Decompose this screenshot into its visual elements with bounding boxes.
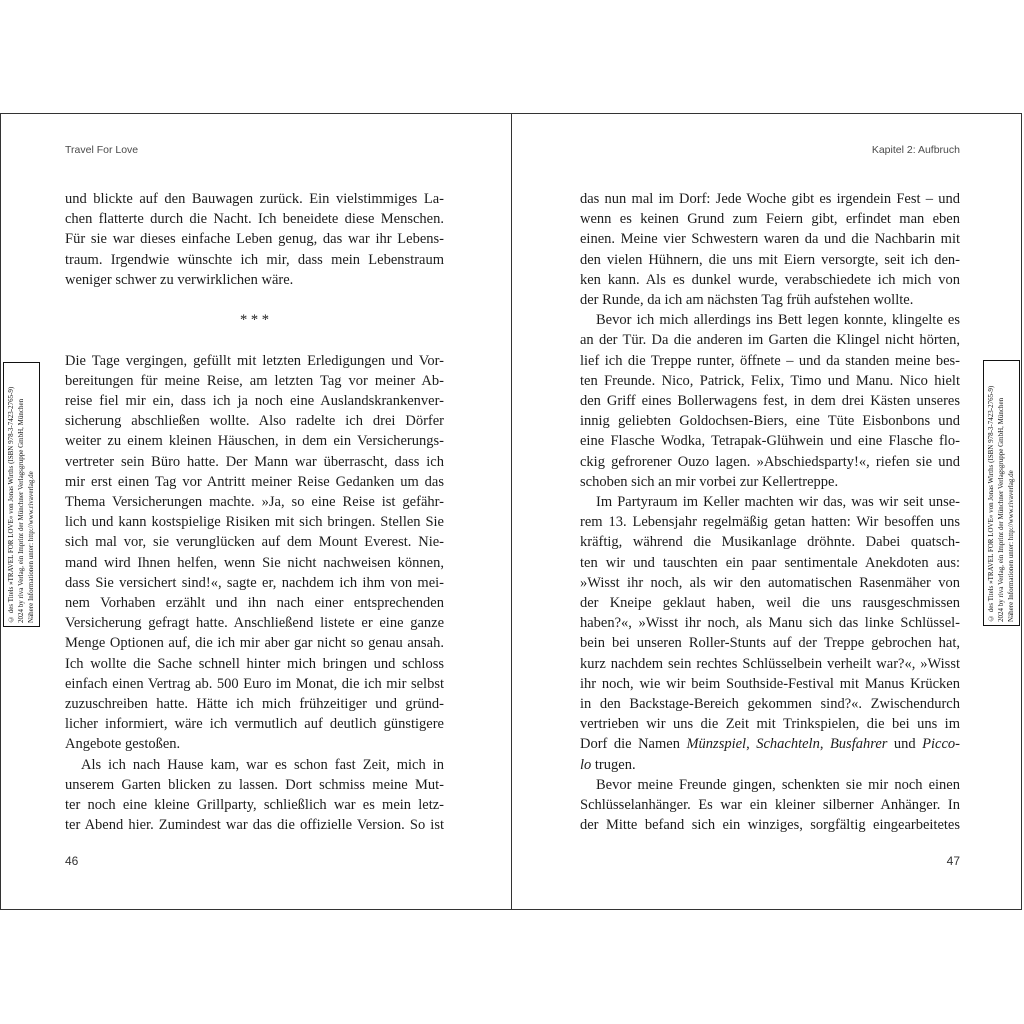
page-gutter-line <box>511 113 512 910</box>
text-line: ter noch eine kleine Grillparty, schließlich war es mein letz- <box>65 797 444 814</box>
text-line: der Mitte befand sich ein winziges, sorgfältig eingearbeitetes <box>580 817 960 834</box>
text-line: das nun mal im Dorf: Jede Woche gibt es irgendein Fest – und <box>580 191 960 207</box>
text-line: mir erst einen Tag vor Antritt meiner Reise Gedanken um das <box>65 473 444 490</box>
text-line: Menge Optionen auf, die ich mir aber gar nicht so genau ansah. <box>65 635 444 652</box>
text-segment: Dorf die Namen <box>580 736 687 753</box>
text-line: bereitungen für meine Reise, am letzten Tag vor meiner Ab- <box>65 372 444 389</box>
text-line: »Wisst ihr noch, als wir den automatischen Rasenmäher von <box>580 574 960 591</box>
copyright-watermark <box>3 362 40 627</box>
paragraph <box>580 189 960 310</box>
body-text <box>65 189 444 835</box>
text-line: einen. Meine vier Schwestern waren da und die Nachbarin mit <box>580 231 960 248</box>
text-line: rem 13. Lebensjahr regelmäßig getan hatten: Wir besoffen uns <box>580 514 960 531</box>
watermark-line: Nähere Informationen unter: http://www.rivaverlag.de <box>27 471 35 623</box>
text-line: weiter zu einem kleinen Häuschen, in dem ein Versicherungs- <box>65 433 444 450</box>
text-line: mand wird Ihnen helfen, wenn Sie nicht nachweisen können, <box>65 554 444 571</box>
text-segment: und <box>887 736 923 753</box>
text-line: Für sie war dieses einfache Leben genug, das war ihr Lebens- <box>65 231 444 248</box>
text-line: Bevor ich mich allerdings ins Bett legen konnte, klingelte es <box>596 312 960 329</box>
watermark-line: 2024 by riva Verlag, ein Imprint der Münchner Verlagsgruppe GmbH, München <box>17 398 25 623</box>
text-segment: , <box>819 736 830 753</box>
game-name: lo <box>580 756 592 773</box>
text-line: licher informiert, wäre ich vermutlich auf deutlich günstigere <box>65 716 444 733</box>
running-head: Travel For Love <box>65 144 139 156</box>
paragraph <box>65 189 444 290</box>
text-line: traum. Irgendwie wünschte ich mir, dass mein Lebenstraum <box>65 251 444 268</box>
game-name: Münzspiel <box>686 736 747 753</box>
watermark-line: 2024 by riva Verlag, ein Imprint der Münchner Verlagsgruppe GmbH, München <box>997 397 1005 622</box>
text-line: der Kneipe geklaut haben, weil die uns rausgeschmissen <box>580 595 960 612</box>
paragraph <box>65 351 444 755</box>
text-line: kurz nachdem sein rechtes Schlüsselbein verheilt war?«, »Wisst <box>580 655 960 672</box>
page-number: 47 <box>946 854 960 868</box>
body-text <box>580 189 960 836</box>
copyright-watermark <box>983 360 1020 626</box>
text-line: nem Vorhaben erzählt und ihn nach einer entsprechenden <box>65 595 444 612</box>
text-line: schoben sich an mir vorbei zur Kellertreppe. <box>580 473 839 490</box>
text-line: Ich wollte die Sache schnell hinter mich bringen und schloss <box>65 655 444 672</box>
text-line: innig geliebten Goldochsen-Biers, eine Tüte Eisbonbons und <box>580 413 960 430</box>
text-line: vertrieben wir uns die Zeit mit Trinkspielen, die bei uns im <box>580 716 960 733</box>
text-line: Versicherung gefragt hatte. Anschließend listete er eine ganze <box>65 615 444 632</box>
watermark-line: Nähere Informationen unter: http://www.rivaverlag.de <box>1007 470 1015 622</box>
text-line: Im Partyraum im Keller machten wir das, was wir seit unse- <box>596 494 960 511</box>
text-line: lich und kann kostspielige Risiken mit sich bringen. Stellen Sie <box>65 514 444 531</box>
text-line: ken kann. Als es dunkel wurde, verabschiedete ich mich von <box>580 271 960 288</box>
watermark-line: © des Titels »TRAVEL FOR LOVE« von Jonas Wirths (ISBN 978-3-7423-2765-9) <box>7 386 15 623</box>
text-line: kräftig, während die Musikanlage dröhnte. Dabei quatsch- <box>580 534 960 551</box>
paragraph <box>580 492 960 775</box>
text-line: den vielen Hühnern, die uns mit Eiern versorgte, seit ich den- <box>580 251 960 268</box>
text-line: ckig gefrorener Ouzo lagen. »Abschiedsparty!«, riefen sie und <box>580 453 960 470</box>
game-name: Picco- <box>922 736 961 753</box>
text-line: Die Tage vergingen, gefüllt mit letzten Erledigungen und Vor- <box>65 352 444 369</box>
text-line: lief ich die Treppe runter, öffnete – und da standen meine bes- <box>580 352 960 369</box>
text-line: haben?«, »Wisst ihr noch, als Manu sich das linke Schlüssel- <box>580 615 960 632</box>
text-line: den Griff eines Bollerwagens fest, in dem drei Kästen unseres <box>580 393 960 410</box>
text-line: zuzuschreiben hatte. Hätte ich mich frühzeitiger und gründ- <box>65 696 444 713</box>
text-line: weniger schwer zu verwirklichen wäre. <box>65 271 294 288</box>
watermark-line: © des Titels »TRAVEL FOR LOVE« von Jonas Wirths (ISBN 978-3-7423-2765-9) <box>987 385 995 622</box>
text-segment: , <box>746 736 757 753</box>
text-line: ten Freunde. Nico, Patrick, Felix, Timo und Manu. Nico hielt <box>580 372 960 389</box>
text-line: eine Flasche Wodka, Tetrapak-Glühwein und eine Flasche flo- <box>580 433 960 450</box>
text-line: sich mal vor, sie verunglücken auf dem Mount Everest. Nie- <box>65 534 444 551</box>
text-line: vertreter sein Büro hatte. Der Mann war überrascht, dass ich <box>65 453 444 470</box>
text-line: bein bei unseren Roller-Stunts auf der Treppe gebrochen hat, <box>580 635 960 652</box>
text-line: an der Tür. Da die anderen im Garten die Klingel nicht hörten, <box>580 332 960 349</box>
text-line: ten wir und tauschten ein paar sentimentale Anekdoten aus: <box>580 554 960 571</box>
text-line: und blickte auf den Bauwagen zurück. Ein vielstimmiges La- <box>65 191 444 207</box>
text-line: in den Backstage-Bereich gekommen sind?«. Zwischendurch <box>580 696 960 713</box>
text-line: Thema Versicherungen machte. »Ja, so eine Reise ist gefähr- <box>65 494 444 511</box>
text-line: wenn es keinen Grund zum Feiern gibt, erfindet man eben <box>580 211 960 228</box>
text-line <box>580 734 960 754</box>
text-line: chen flatterte durch die Nacht. Ich beneidete diese Menschen. <box>65 211 444 228</box>
running-head: Kapitel 2: Aufbruch <box>871 144 960 156</box>
text-segment: trugen. <box>591 756 636 773</box>
text-line: ihr noch, wie wir beim Southside-Festival mit Manus Krücken <box>580 675 960 692</box>
text-line: Als ich nach Hause kam, war es schon fast Zeit, mich in <box>81 756 444 773</box>
game-name: Busfahrer <box>829 736 888 753</box>
paragraph <box>580 775 960 836</box>
paragraph <box>580 310 960 492</box>
text-line: einfach einen Vertrag ab. 500 Euro im Monat, die ich mir selbst <box>65 675 444 692</box>
game-name: Schachteln <box>756 736 820 753</box>
text-line: Schlüsselanhänger. Es war ein kleiner silberner Anhänger. In <box>580 797 960 814</box>
page-number: 46 <box>65 854 79 868</box>
text-line: dass Sie versichert sind!«, sagte er, nachdem ich ihm von mei- <box>65 574 444 591</box>
text-line <box>580 755 960 775</box>
text-line: Bevor meine Freunde gingen, schenkten sie mir noch einen <box>596 776 960 793</box>
text-line: unserem Garten blicken zu lassen. Dort schmiss meine Mut- <box>65 776 444 793</box>
text-line: reise fiel mir ein, dass ich ja noch eine Auslandskrankenver- <box>65 393 444 409</box>
text-line: sicherung abschließen wollte. Also radelte ich drei Dörfer <box>65 413 444 430</box>
paragraph <box>65 755 444 836</box>
text-line: Angebote gestoßen. <box>65 736 181 753</box>
section-break: * * * <box>240 312 269 329</box>
text-line: ter Abend hier. Zumindest war das die offizielle Version. So ist <box>65 817 444 834</box>
text-line: der Runde, da ich am nächsten Tag früh aufstehen wollte. <box>580 292 914 309</box>
